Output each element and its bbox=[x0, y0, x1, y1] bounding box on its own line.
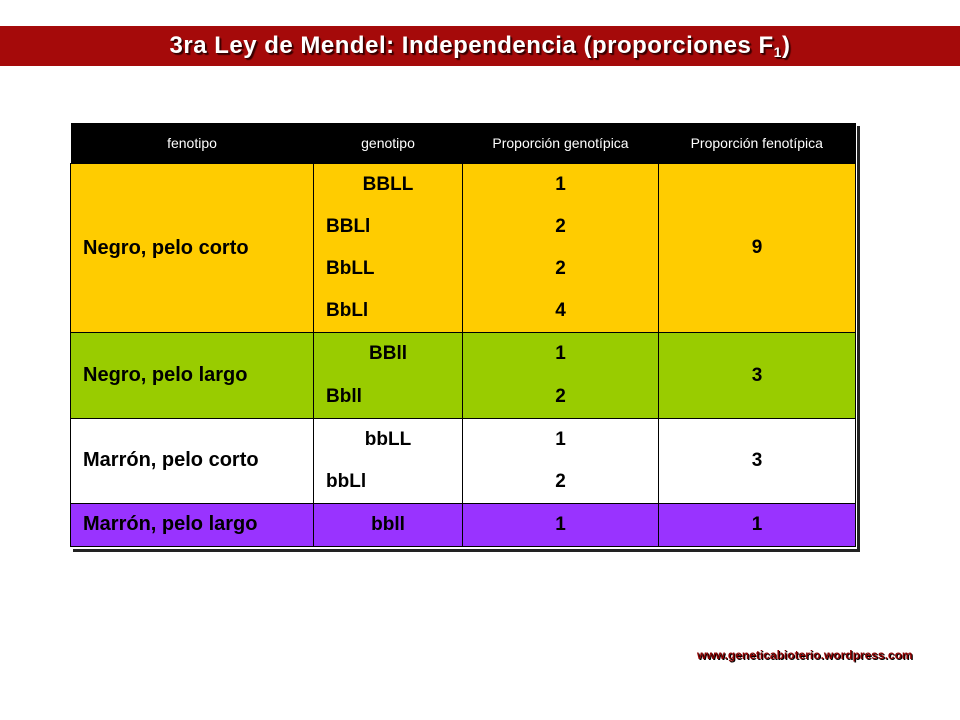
genotipo-cell: BbLL bbox=[314, 248, 463, 290]
title-main-text: 3ra Ley de Mendel: Independencia (proporciones F bbox=[169, 32, 774, 59]
prop-gen-cell: 1 bbox=[463, 333, 659, 376]
prop-gen-cell: 2 bbox=[463, 376, 659, 419]
fenotipo-cell: Negro, pelo largo bbox=[71, 333, 314, 418]
genotipo-cell: bbLl bbox=[314, 461, 463, 504]
header-prop-fenotipica: Proporción fenotípica bbox=[659, 123, 856, 164]
prop-gen-cell: 1 bbox=[463, 503, 659, 546]
prop-gen-cell: 2 bbox=[463, 461, 659, 504]
title-close-paren: ) bbox=[781, 32, 791, 59]
prop-fen-cell: 3 bbox=[659, 418, 856, 503]
header-fenotipo: fenotipo bbox=[71, 123, 314, 164]
prop-gen-cell: 2 bbox=[463, 248, 659, 290]
mendel-table-container bbox=[70, 123, 857, 549]
fenotipo-cell: Negro, pelo corto bbox=[71, 164, 314, 333]
mendel-table bbox=[70, 123, 856, 547]
footer-url: www.geneticabioterio.wordpress.com bbox=[697, 648, 913, 662]
title-subscript: 1 bbox=[773, 44, 782, 60]
prop-fen-cell: 3 bbox=[659, 333, 856, 418]
genotipo-cell: Bbll bbox=[314, 376, 463, 419]
genotipo-cell: bbll bbox=[314, 503, 463, 546]
prop-fen-cell: 1 bbox=[659, 503, 856, 546]
table-row bbox=[71, 418, 856, 461]
genotipo-cell: BBLl bbox=[314, 206, 463, 248]
genotipo-cell: BBll bbox=[314, 333, 463, 376]
slide-title bbox=[0, 26, 960, 66]
table-row bbox=[71, 164, 856, 207]
fenotipo-cell: Marrón, pelo largo bbox=[71, 503, 314, 546]
genotipo-cell: BbLl bbox=[314, 290, 463, 333]
title-bar bbox=[0, 26, 960, 66]
prop-gen-cell: 1 bbox=[463, 418, 659, 461]
table-row bbox=[71, 503, 856, 546]
prop-gen-cell: 1 bbox=[463, 164, 659, 207]
genotipo-cell: bbLL bbox=[314, 418, 463, 461]
header-genotipo: genotipo bbox=[314, 123, 463, 164]
header-prop-genotipica: Proporción genotípica bbox=[463, 123, 659, 164]
prop-gen-cell: 2 bbox=[463, 206, 659, 248]
prop-gen-cell: 4 bbox=[463, 290, 659, 333]
table-row bbox=[71, 333, 856, 376]
fenotipo-cell: Marrón, pelo corto bbox=[71, 418, 314, 503]
header-row bbox=[71, 123, 856, 164]
genotipo-cell: BBLL bbox=[314, 164, 463, 207]
prop-fen-cell: 9 bbox=[659, 164, 856, 333]
